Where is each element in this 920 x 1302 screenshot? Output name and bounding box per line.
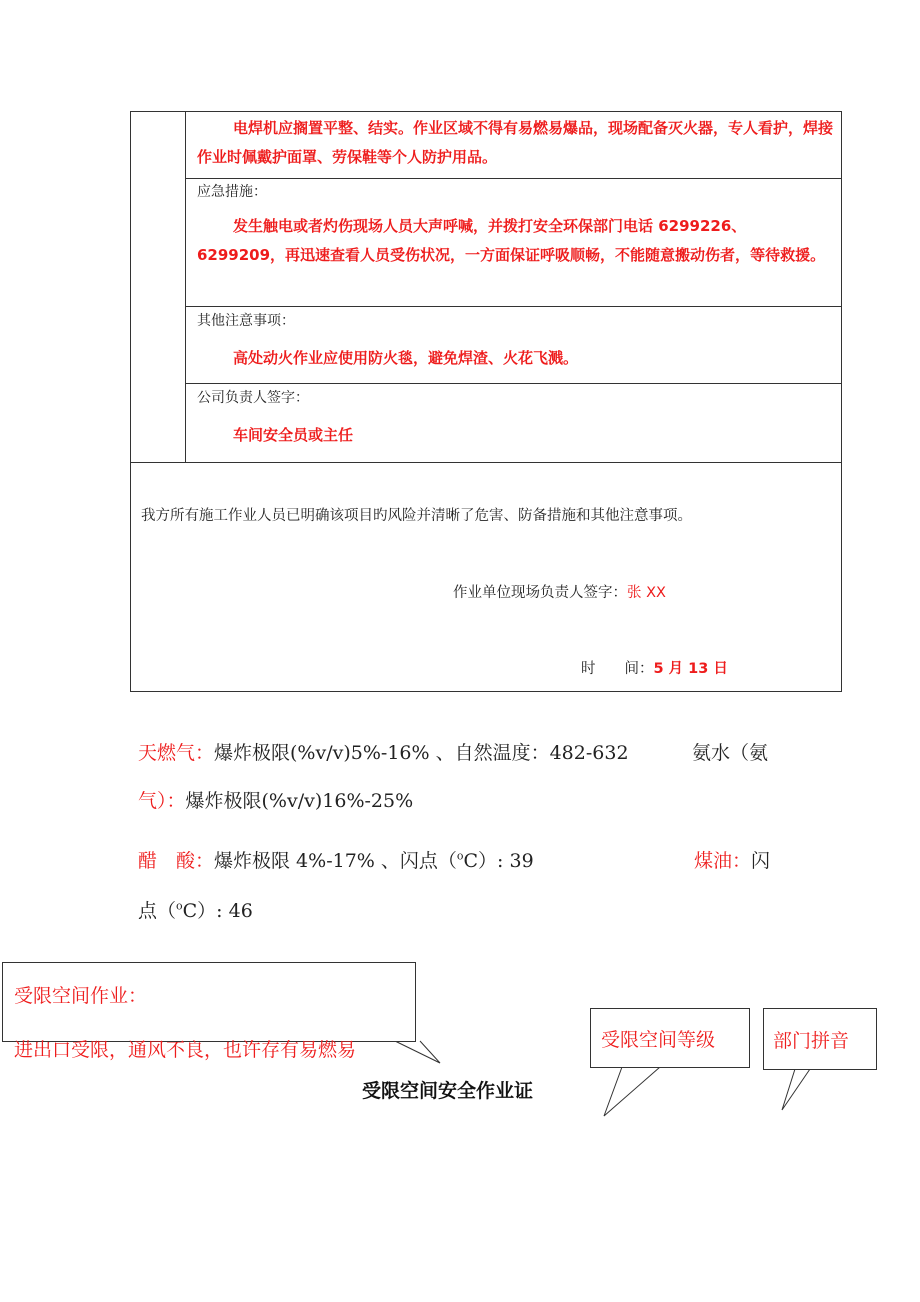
acetic-acid-flash: C）: 39 <box>463 850 534 872</box>
emergency-text: 发生触电或者灼伤现场人员大声呼喊，并拨打安全环保部门电话 6299226、6299209，再迅速查看人员受伤状况，一方面保证呼吸顺畅，不能随意搬动伤者，等待救援。 <box>197 217 826 264</box>
space-level-text: 受限空间等级 <box>601 1029 716 1051</box>
acknowledgement-text: 我方所有施工作业人员已明确该项目旳风险并清晰了危害、防备措施和其他注意事项。 <box>141 508 692 524</box>
site-sign-label: 作业单位现场负责人签字： <box>453 585 627 601</box>
kerosene-text-1: 闪 <box>751 850 771 872</box>
callout-tail-pinyin <box>782 1069 810 1110</box>
other-notes-label: 其他注意事项： <box>197 313 295 329</box>
kerosene-name: 煤油： <box>694 850 752 872</box>
degree-sup: o <box>456 849 464 863</box>
confined-space-callout <box>2 962 416 1061</box>
natural-gas-name: 天燃气： <box>138 742 215 764</box>
ammonia-text: 爆炸极限(%v/v)16%-25% <box>185 790 414 812</box>
acetic-acid-name: 醋 酸： <box>138 850 215 872</box>
space-level-callout <box>590 1008 750 1068</box>
callout-tail-confined <box>395 1041 440 1063</box>
confined-callout-title: 受限空间作业： <box>14 985 148 1007</box>
emergency-label: 应急措施： <box>197 184 267 200</box>
signer-label: 公司负责人签字： <box>197 390 309 406</box>
time-label: 时 间： <box>581 661 654 677</box>
signer-value: 车间安全员或主任 <box>233 426 354 444</box>
acetic-acid-text: 爆炸极限 4%-17% 、闪点（ <box>214 850 457 872</box>
ppe-requirements-text: 电焊机应搁置平整、结实。作业区域不得有易燃易爆品，现场配备灭火器，专人看护，焊接作业时佩戴护面罩、劳保鞋等个人防护用品。 <box>197 119 834 166</box>
degree-sup: o <box>176 899 183 913</box>
department-pinyin-callout <box>763 1008 877 1070</box>
callout-tail-level <box>604 1067 660 1116</box>
kerosene-flash: C）: 46 <box>182 900 253 922</box>
confined-callout-body: 进出口受限，通风不良，也许存有易燃易 <box>14 1039 357 1061</box>
site-sign-value: 张 XX <box>627 585 666 601</box>
natural-gas-text: 爆炸极限(%v/v)5%-16% 、自然温度：482-632 <box>214 742 629 764</box>
ammonia-name-2: 气）： <box>138 790 186 812</box>
certificate-title: 受限空间安全作业证 <box>362 1080 534 1102</box>
other-notes-text: 高处动火作业应使用防火毯，避免焊渣、火花飞溅。 <box>233 349 579 367</box>
ammonia-name-1: 氨水（氨 <box>692 742 769 764</box>
kerosene-text-2: 点（ <box>138 900 177 922</box>
department-pinyin-text: 部门拼音 <box>773 1030 850 1052</box>
time-value: 5 月 13 日 <box>653 661 728 677</box>
